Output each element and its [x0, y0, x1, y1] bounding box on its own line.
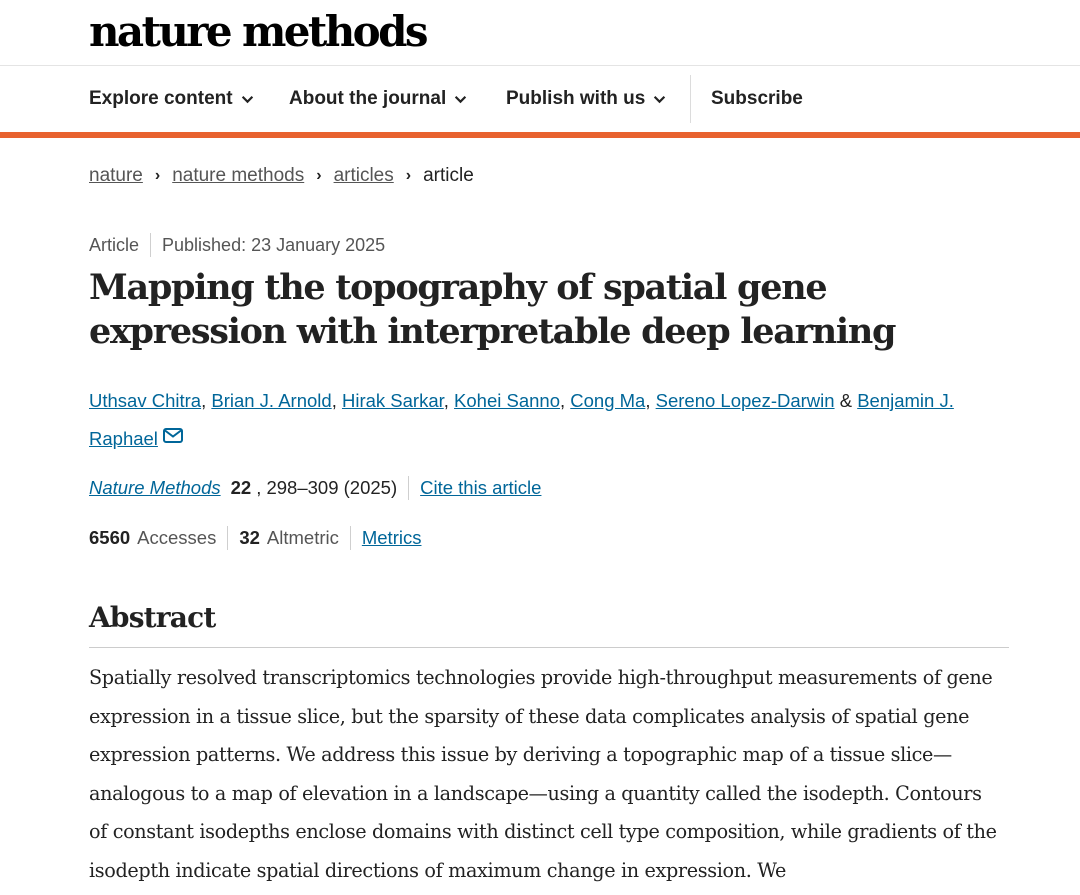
altmetric-score: 32	[239, 527, 260, 548]
metrics-link[interactable]: Metrics	[361, 527, 422, 548]
chevron-down-icon	[454, 93, 467, 106]
metrics-divider	[350, 526, 351, 550]
accent-bar	[0, 132, 1080, 138]
nav-about-journal[interactable]	[289, 66, 467, 132]
nav-explore-label: Explore content	[89, 88, 233, 109]
author-link[interactable]: Benjamin J. Raphael	[89, 390, 954, 449]
journal-link[interactable]: Nature Methods	[89, 477, 221, 498]
chevron-right-icon: ›	[405, 167, 412, 184]
pages-year: , 298–309 (2025)	[256, 477, 398, 498]
nav-publish-label: Publish with us	[506, 88, 646, 109]
accesses-count: 6560	[89, 527, 131, 548]
author-link[interactable]: Sereno Lopez-Darwin	[655, 390, 835, 411]
author-link[interactable]: Brian J. Arnold	[211, 390, 332, 411]
nav-explore-content[interactable]	[89, 66, 254, 132]
altmetric-label: Altmetric	[266, 527, 339, 548]
author-separator: ,	[645, 390, 656, 411]
citation-divider	[408, 476, 409, 500]
nav-subscribe[interactable]	[711, 66, 803, 132]
chevron-right-icon: ›	[316, 167, 322, 184]
article-meta	[89, 233, 385, 257]
cite-this-article-link[interactable]: Cite this article	[420, 477, 542, 498]
main-nav	[0, 66, 1080, 132]
site-header	[0, 0, 1080, 66]
article-type: Article	[89, 234, 140, 255]
author-link[interactable]: Uthsav Chitra	[89, 390, 202, 411]
abstract-heading: Abstract	[89, 601, 216, 634]
breadcrumb-nature[interactable]: nature	[89, 165, 143, 186]
author-ampersand: &	[834, 390, 858, 411]
nav-divider	[690, 75, 691, 123]
abstract-text: Spatially resolved transcriptomics technologies provide high-throughput measurements of gene expression in a tissue slice, but the sparsity of these data complicates analysis of spatial gene expression patterns. We address this issue by deriving a topographic map of a tissue slice—analogous to a map of elevation in a landscape—using a quantity called the isodepth. Contours of constant isodepths enclose domains with distinct cell type composition, while gradients of the isodepth indicate spatial directions of maximum change in expression. We	[89, 666, 997, 882]
author-link[interactable]: Cong Ma	[570, 390, 646, 411]
nav-subscribe-label: Subscribe	[711, 88, 803, 109]
section-divider	[89, 647, 1009, 648]
breadcrumb-current: article	[423, 165, 474, 186]
nav-publish-with-us[interactable]	[506, 66, 666, 132]
citation-line	[89, 476, 541, 500]
metrics-line	[89, 526, 421, 550]
chevron-right-icon: ›	[154, 167, 161, 184]
author-link[interactable]: Kohei Sanno	[454, 390, 560, 411]
volume: 22	[230, 477, 252, 498]
breadcrumb-articles[interactable]: articles	[333, 165, 394, 186]
author-separator: ,	[331, 390, 342, 411]
breadcrumb-nature-methods[interactable]: nature methods	[172, 165, 305, 186]
accesses-label: Accesses	[137, 527, 217, 548]
meta-divider	[150, 233, 151, 257]
author-link[interactable]: Hirak Sarkar	[341, 390, 444, 411]
publish-date: Published: 23 January 2025	[162, 234, 386, 255]
mail-icon[interactable]	[163, 428, 183, 443]
author-list	[89, 382, 989, 458]
metrics-divider	[227, 526, 228, 550]
nav-about-label: About the journal	[289, 88, 447, 109]
author-separator: ,	[443, 390, 455, 411]
author-separator: ,	[559, 390, 571, 411]
brand-logo[interactable]: nature methods	[89, 7, 426, 56]
article-title: Mapping the topography of spatial gene expression with interpretable deep learning	[89, 267, 896, 352]
author-separator: ,	[201, 390, 212, 411]
breadcrumb	[89, 163, 474, 189]
chevron-down-icon	[653, 93, 666, 106]
chevron-down-icon	[241, 93, 254, 106]
